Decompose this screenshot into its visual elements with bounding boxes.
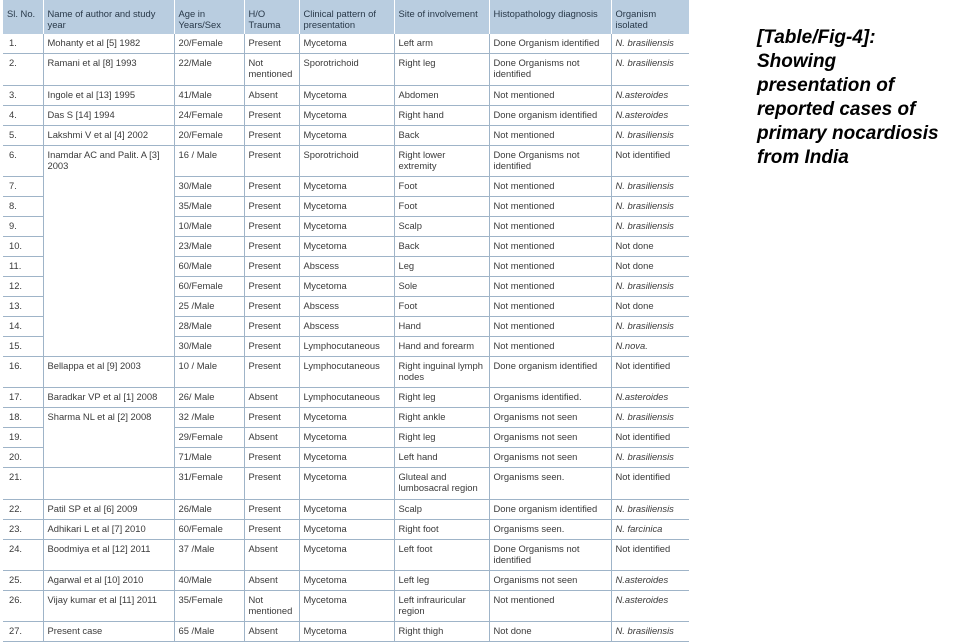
cell-author: Mohanty et al [5] 1982 <box>43 34 174 53</box>
cell-sl-no: 13. <box>3 296 43 316</box>
cell-organism: Not done <box>611 296 689 316</box>
table-row <box>3 499 689 519</box>
cell-clinical-pattern: Lymphocutaneous <box>299 387 394 407</box>
cell-age-sex: 28/Male <box>174 316 244 336</box>
cell-clinical-pattern: Mycetoma <box>299 499 394 519</box>
cell-histopathology: Not done <box>489 621 611 641</box>
cell-site: Right hand <box>394 105 489 125</box>
cell-organism: N. brasiliensis <box>611 621 689 641</box>
cell-sl-no: 22. <box>3 499 43 519</box>
cell-author: Ingole et al [13] 1995 <box>43 85 174 105</box>
cell-site: Right lower extremity <box>394 145 489 176</box>
cell-clinical-pattern: Mycetoma <box>299 85 394 105</box>
cell-age-sex: 16 / Male <box>174 145 244 176</box>
cell-trauma: Present <box>244 105 299 125</box>
cell-organism: Not identified <box>611 539 689 570</box>
cell-trauma: Present <box>244 296 299 316</box>
cell-trauma: Present <box>244 34 299 53</box>
cell-sl-no: 21. <box>3 467 43 499</box>
cell-histopathology: Organisms not seen <box>489 427 611 447</box>
cell-author: Adhikari L et al [7] 2010 <box>43 519 174 539</box>
cell-histopathology: Not mentioned <box>489 236 611 256</box>
table-row <box>3 145 689 176</box>
cell-age-sex: 29/Female <box>174 427 244 447</box>
cell-trauma: Absent <box>244 387 299 407</box>
cell-site: Leg <box>394 256 489 276</box>
cell-age-sex: 35/Male <box>174 196 244 216</box>
table-row <box>3 256 689 276</box>
cell-author: Baradkar VP et al [1] 2008 <box>43 387 174 407</box>
cell-sl-no: 7. <box>3 176 43 196</box>
cell-age-sex: 25 /Male <box>174 296 244 316</box>
cell-trauma: Present <box>244 176 299 196</box>
cell-clinical-pattern: Abscess <box>299 296 394 316</box>
table-row <box>3 296 689 316</box>
table-row <box>3 621 689 641</box>
cell-organism: N.asteroides <box>611 570 689 590</box>
cell-histopathology: Done organism identified <box>489 499 611 519</box>
cell-author: Bellappa et al [9] 2003 <box>43 356 174 387</box>
cell-author <box>43 296 174 316</box>
cell-histopathology: Done organism identified <box>489 105 611 125</box>
cell-organism: N. brasiliensis <box>611 316 689 336</box>
table-row <box>3 447 689 467</box>
table-row <box>3 519 689 539</box>
cell-sl-no: 18. <box>3 407 43 427</box>
cell-sl-no: 5. <box>3 125 43 145</box>
cell-organism: Not done <box>611 256 689 276</box>
cell-site: Hand <box>394 316 489 336</box>
cell-author <box>43 176 174 196</box>
cell-site: Right foot <box>394 519 489 539</box>
header-histopathology: Histopathology diagnosis <box>489 0 611 34</box>
table-row <box>3 85 689 105</box>
cell-site: Scalp <box>394 499 489 519</box>
cell-clinical-pattern: Mycetoma <box>299 427 394 447</box>
cell-sl-no: 1. <box>3 34 43 53</box>
cell-site: Right leg <box>394 53 489 85</box>
cell-trauma: Present <box>244 316 299 336</box>
cell-author: Present case <box>43 621 174 641</box>
cell-author: Ramani et al [8] 1993 <box>43 53 174 85</box>
header-organism: Organism isolated <box>611 0 689 34</box>
cell-age-sex: 71/Male <box>174 447 244 467</box>
cell-sl-no: 23. <box>3 519 43 539</box>
cell-clinical-pattern: Mycetoma <box>299 236 394 256</box>
cell-clinical-pattern: Mycetoma <box>299 176 394 196</box>
cell-histopathology: Not mentioned <box>489 85 611 105</box>
cell-trauma: Present <box>244 125 299 145</box>
cell-age-sex: 26/ Male <box>174 387 244 407</box>
cell-histopathology: Done organism identified <box>489 356 611 387</box>
cell-trauma: Absent <box>244 427 299 447</box>
cell-site: Foot <box>394 296 489 316</box>
cell-age-sex: 37 /Male <box>174 539 244 570</box>
cell-author <box>43 256 174 276</box>
cell-clinical-pattern: Mycetoma <box>299 621 394 641</box>
cell-age-sex: 31/Female <box>174 467 244 499</box>
cell-organism: N. brasiliensis <box>611 34 689 53</box>
cell-author: Boodmiya et al [12] 2011 <box>43 539 174 570</box>
table-row <box>3 53 689 85</box>
cell-organism: N. brasiliensis <box>611 216 689 236</box>
cell-organism: N.asteroides <box>611 85 689 105</box>
cell-trauma: Absent <box>244 570 299 590</box>
cell-site: Right inguinal lymph nodes <box>394 356 489 387</box>
cell-trauma: Present <box>244 196 299 216</box>
cell-age-sex: 22/Male <box>174 53 244 85</box>
cell-clinical-pattern: Mycetoma <box>299 105 394 125</box>
cell-histopathology: Not mentioned <box>489 216 611 236</box>
cell-organism: Not identified <box>611 427 689 447</box>
cell-trauma: Present <box>244 216 299 236</box>
cell-trauma: Absent <box>244 539 299 570</box>
cell-histopathology: Organisms not seen <box>489 447 611 467</box>
cell-author: Sharma NL et al [2] 2008 <box>43 407 174 427</box>
cell-author: Das S [14] 1994 <box>43 105 174 125</box>
cell-age-sex: 20/Female <box>174 125 244 145</box>
cell-organism: N. brasiliensis <box>611 447 689 467</box>
cell-clinical-pattern: Sporotrichoid <box>299 145 394 176</box>
cell-age-sex: 32 /Male <box>174 407 244 427</box>
cell-sl-no: 27. <box>3 621 43 641</box>
cell-organism: N. brasiliensis <box>611 53 689 85</box>
table-row <box>3 276 689 296</box>
cell-histopathology: Not mentioned <box>489 276 611 296</box>
cell-author: Patil SP et al [6] 2009 <box>43 499 174 519</box>
table-row <box>3 216 689 236</box>
cell-trauma: Present <box>244 336 299 356</box>
cell-site: Sole <box>394 276 489 296</box>
cell-site: Back <box>394 125 489 145</box>
table-row <box>3 105 689 125</box>
cell-clinical-pattern: Mycetoma <box>299 570 394 590</box>
cell-sl-no: 25. <box>3 570 43 590</box>
table-row <box>3 467 689 499</box>
cell-sl-no: 19. <box>3 427 43 447</box>
cell-clinical-pattern: Mycetoma <box>299 34 394 53</box>
cell-site: Foot <box>394 196 489 216</box>
cell-age-sex: 26/Male <box>174 499 244 519</box>
cell-organism: Not done <box>611 236 689 256</box>
cell-author <box>43 447 174 467</box>
cell-clinical-pattern: Mycetoma <box>299 216 394 236</box>
cell-organism: N. brasiliensis <box>611 499 689 519</box>
cell-sl-no: 8. <box>3 196 43 216</box>
cell-clinical-pattern: Mycetoma <box>299 590 394 621</box>
cell-histopathology: Organisms identified. <box>489 387 611 407</box>
cell-age-sex: 60/Female <box>174 276 244 296</box>
cell-histopathology: Organisms seen. <box>489 467 611 499</box>
cell-trauma: Present <box>244 499 299 519</box>
cell-clinical-pattern: Mycetoma <box>299 539 394 570</box>
cell-age-sex: 24/Female <box>174 105 244 125</box>
cell-clinical-pattern: Mycetoma <box>299 196 394 216</box>
table-row <box>3 539 689 570</box>
table-row <box>3 407 689 427</box>
cell-site: Foot <box>394 176 489 196</box>
cell-clinical-pattern: Mycetoma <box>299 447 394 467</box>
cell-trauma: Present <box>244 467 299 499</box>
cell-site: Left hand <box>394 447 489 467</box>
cell-author: Inamdar AC and Palit. A [3] 2003 <box>43 145 174 176</box>
cell-age-sex: 30/Male <box>174 176 244 196</box>
header-trauma: H/O Trauma <box>244 0 299 34</box>
cell-trauma: Absent <box>244 85 299 105</box>
cell-site: Left leg <box>394 570 489 590</box>
cell-organism: Not identified <box>611 356 689 387</box>
cell-sl-no: 3. <box>3 85 43 105</box>
cell-trauma: Not mentioned <box>244 53 299 85</box>
cell-author <box>43 236 174 256</box>
cell-site: Back <box>394 236 489 256</box>
cell-histopathology: Not mentioned <box>489 316 611 336</box>
cell-age-sex: 60/Male <box>174 256 244 276</box>
cell-organism: N. brasiliensis <box>611 125 689 145</box>
table-row <box>3 427 689 447</box>
cell-author <box>43 336 174 356</box>
cell-sl-no: 9. <box>3 216 43 236</box>
cell-organism: N.asteroides <box>611 387 689 407</box>
cell-trauma: Present <box>244 519 299 539</box>
cell-clinical-pattern: Sporotrichoid <box>299 53 394 85</box>
cell-age-sex: 10/Male <box>174 216 244 236</box>
table-body <box>3 34 689 641</box>
cell-age-sex: 20/Female <box>174 34 244 53</box>
cell-age-sex: 60/Female <box>174 519 244 539</box>
cell-sl-no: 14. <box>3 316 43 336</box>
cell-site: Right ankle <box>394 407 489 427</box>
cell-site: Right leg <box>394 387 489 407</box>
cell-author <box>43 467 174 499</box>
cell-trauma: Not mentioned <box>244 590 299 621</box>
cell-site: Scalp <box>394 216 489 236</box>
cell-organism: N. brasiliensis <box>611 196 689 216</box>
table-row <box>3 590 689 621</box>
cell-trauma: Present <box>244 276 299 296</box>
cell-histopathology: Not mentioned <box>489 336 611 356</box>
cell-author <box>43 196 174 216</box>
cell-histopathology: Not mentioned <box>489 590 611 621</box>
cell-trauma: Present <box>244 236 299 256</box>
cell-organism: N. brasiliensis <box>611 176 689 196</box>
cell-trauma: Present <box>244 145 299 176</box>
cell-clinical-pattern: Lymphocutaneous <box>299 356 394 387</box>
cell-author: Agarwal et al [10] 2010 <box>43 570 174 590</box>
cell-clinical-pattern: Mycetoma <box>299 125 394 145</box>
cell-sl-no: 20. <box>3 447 43 467</box>
cell-site: Left infrauricular region <box>394 590 489 621</box>
cell-age-sex: 65 /Male <box>174 621 244 641</box>
cell-age-sex: 40/Male <box>174 570 244 590</box>
cell-sl-no: 26. <box>3 590 43 621</box>
cell-sl-no: 4. <box>3 105 43 125</box>
cell-organism: Not identified <box>611 145 689 176</box>
cell-author <box>43 276 174 296</box>
cell-organism: N. brasiliensis <box>611 407 689 427</box>
cell-sl-no: 2. <box>3 53 43 85</box>
cell-sl-no: 15. <box>3 336 43 356</box>
cell-histopathology: Organisms not seen <box>489 570 611 590</box>
cell-sl-no: 16. <box>3 356 43 387</box>
table-row <box>3 34 689 53</box>
cell-author: Vijay kumar et al [11] 2011 <box>43 590 174 621</box>
cell-age-sex: 30/Male <box>174 336 244 356</box>
cell-trauma: Present <box>244 447 299 467</box>
cell-sl-no: 12. <box>3 276 43 296</box>
table-row <box>3 387 689 407</box>
table-row <box>3 236 689 256</box>
cell-histopathology: Organisms seen. <box>489 519 611 539</box>
cell-author <box>43 216 174 236</box>
cell-trauma: Present <box>244 356 299 387</box>
cell-clinical-pattern: Mycetoma <box>299 467 394 499</box>
cell-site: Right leg <box>394 427 489 447</box>
cell-clinical-pattern: Abscess <box>299 256 394 276</box>
cell-sl-no: 17. <box>3 387 43 407</box>
cell-histopathology: Organisms not seen <box>489 407 611 427</box>
cell-clinical-pattern: Mycetoma <box>299 407 394 427</box>
header-clinical-pattern: Clinical pattern of presentation <box>299 0 394 34</box>
cell-author <box>43 427 174 447</box>
cell-histopathology: Not mentioned <box>489 196 611 216</box>
cell-sl-no: 6. <box>3 145 43 176</box>
table-header-row <box>3 0 689 34</box>
cell-site: Abdomen <box>394 85 489 105</box>
cell-author <box>43 316 174 336</box>
cell-trauma: Present <box>244 407 299 427</box>
cell-author: Lakshmi V et al [4] 2002 <box>43 125 174 145</box>
cell-organism: N.asteroides <box>611 590 689 621</box>
cell-organism: N. farcinica <box>611 519 689 539</box>
header-sl-no: Sl. No. <box>3 0 43 34</box>
cell-histopathology: Not mentioned <box>489 296 611 316</box>
table-row <box>3 316 689 336</box>
table-row <box>3 336 689 356</box>
cell-sl-no: 10. <box>3 236 43 256</box>
cell-sl-no: 24. <box>3 539 43 570</box>
header-age-sex: Age in Years/Sex <box>174 0 244 34</box>
header-site: Site of involvement <box>394 0 489 34</box>
cell-histopathology: Done Organisms not identified <box>489 145 611 176</box>
cell-site: Left foot <box>394 539 489 570</box>
table-row <box>3 356 689 387</box>
cell-organism: N. brasiliensis <box>611 276 689 296</box>
cell-histopathology: Done Organism identified <box>489 34 611 53</box>
cell-histopathology: Not mentioned <box>489 125 611 145</box>
cell-age-sex: 35/Female <box>174 590 244 621</box>
table-row <box>3 176 689 196</box>
nocardiosis-cases-table <box>3 0 689 642</box>
cell-clinical-pattern: Mycetoma <box>299 276 394 296</box>
cell-clinical-pattern: Abscess <box>299 316 394 336</box>
cell-trauma: Present <box>244 256 299 276</box>
cell-sl-no: 11. <box>3 256 43 276</box>
cell-site: Gluteal and lumbosacral region <box>394 467 489 499</box>
cell-organism: Not identified <box>611 467 689 499</box>
cell-age-sex: 41/Male <box>174 85 244 105</box>
cell-histopathology: Done Organisms not identified <box>489 539 611 570</box>
cell-histopathology: Done Organisms not identified <box>489 53 611 85</box>
cell-clinical-pattern: Lymphocutaneous <box>299 336 394 356</box>
cell-age-sex: 23/Male <box>174 236 244 256</box>
table-row <box>3 196 689 216</box>
table-row <box>3 570 689 590</box>
cell-organism: N.asteroides <box>611 105 689 125</box>
cell-clinical-pattern: Mycetoma <box>299 519 394 539</box>
figure-caption: [Table/Fig-4]: Showing presentation of reported cases of primary nocardiosis from India <box>757 27 939 168</box>
cell-site: Hand and forearm <box>394 336 489 356</box>
cell-age-sex: 10 / Male <box>174 356 244 387</box>
cell-organism: N.nova. <box>611 336 689 356</box>
cell-histopathology: Not mentioned <box>489 176 611 196</box>
cell-site: Left arm <box>394 34 489 53</box>
cell-trauma: Absent <box>244 621 299 641</box>
header-author: Name of author and study year <box>43 0 174 34</box>
cell-site: Right thigh <box>394 621 489 641</box>
table-row <box>3 125 689 145</box>
cell-histopathology: Not mentioned <box>489 256 611 276</box>
